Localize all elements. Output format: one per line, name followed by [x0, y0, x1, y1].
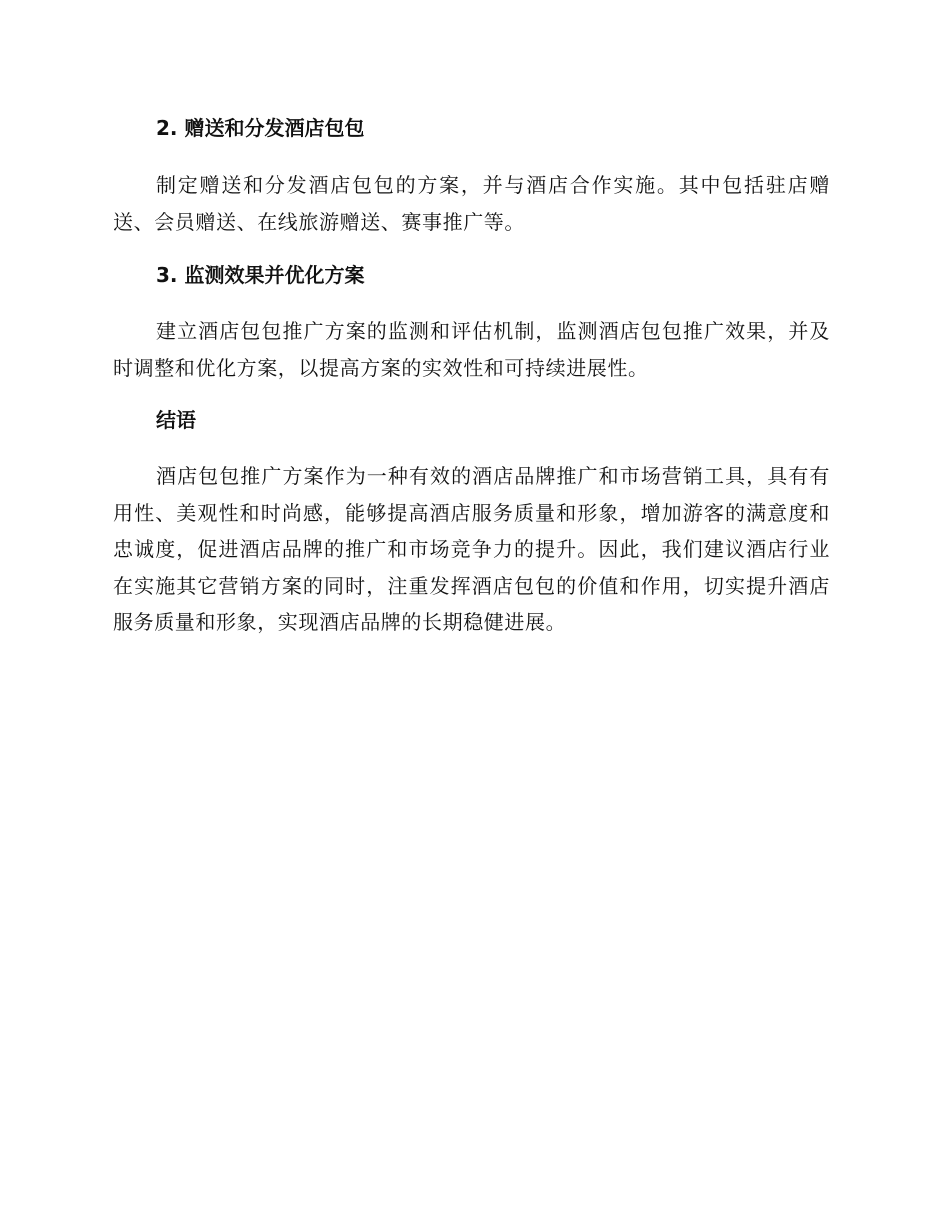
section-paragraph-monitor-optimize: 建立酒店包包推广方案的监测和评估机制，监测酒店包包推广效果，并及时调整和优化方案，以提高方案的实效性和可持续进展性。 [113, 319, 830, 380]
section-heading-monitor-optimize: 3. 监测效果并优化方案 [156, 263, 365, 287]
section-heading-gift-distribution: 2. 赠送和分发酒店包包 [156, 116, 365, 140]
section-paragraph-conclusion: 酒店包包推广方案作为一种有效的酒店品牌推广和市场营销工具，具有有用性、美观性和时尚感，能够提高酒店服务质量和形象，增加游客的满意度和忠诚度，促进酒店品牌的推广和市场竞争力的提升。因此，我们建议酒店行业在实施其它营销方案的同时，注重发挥酒店包包的价值和作用，切实提升酒店服务质量和形象，实现酒店品牌的长期稳健进展。 [113, 464, 830, 634]
document-body [113, 112, 830, 641]
section-heading-conclusion: 结语 [156, 408, 196, 432]
section-paragraph-gift-distribution: 制定赠送和分发酒店包包的方案，并与酒店合作实施。其中包括驻店赠送、会员赠送、在线旅游赠送、赛事推广等。 [113, 173, 830, 234]
